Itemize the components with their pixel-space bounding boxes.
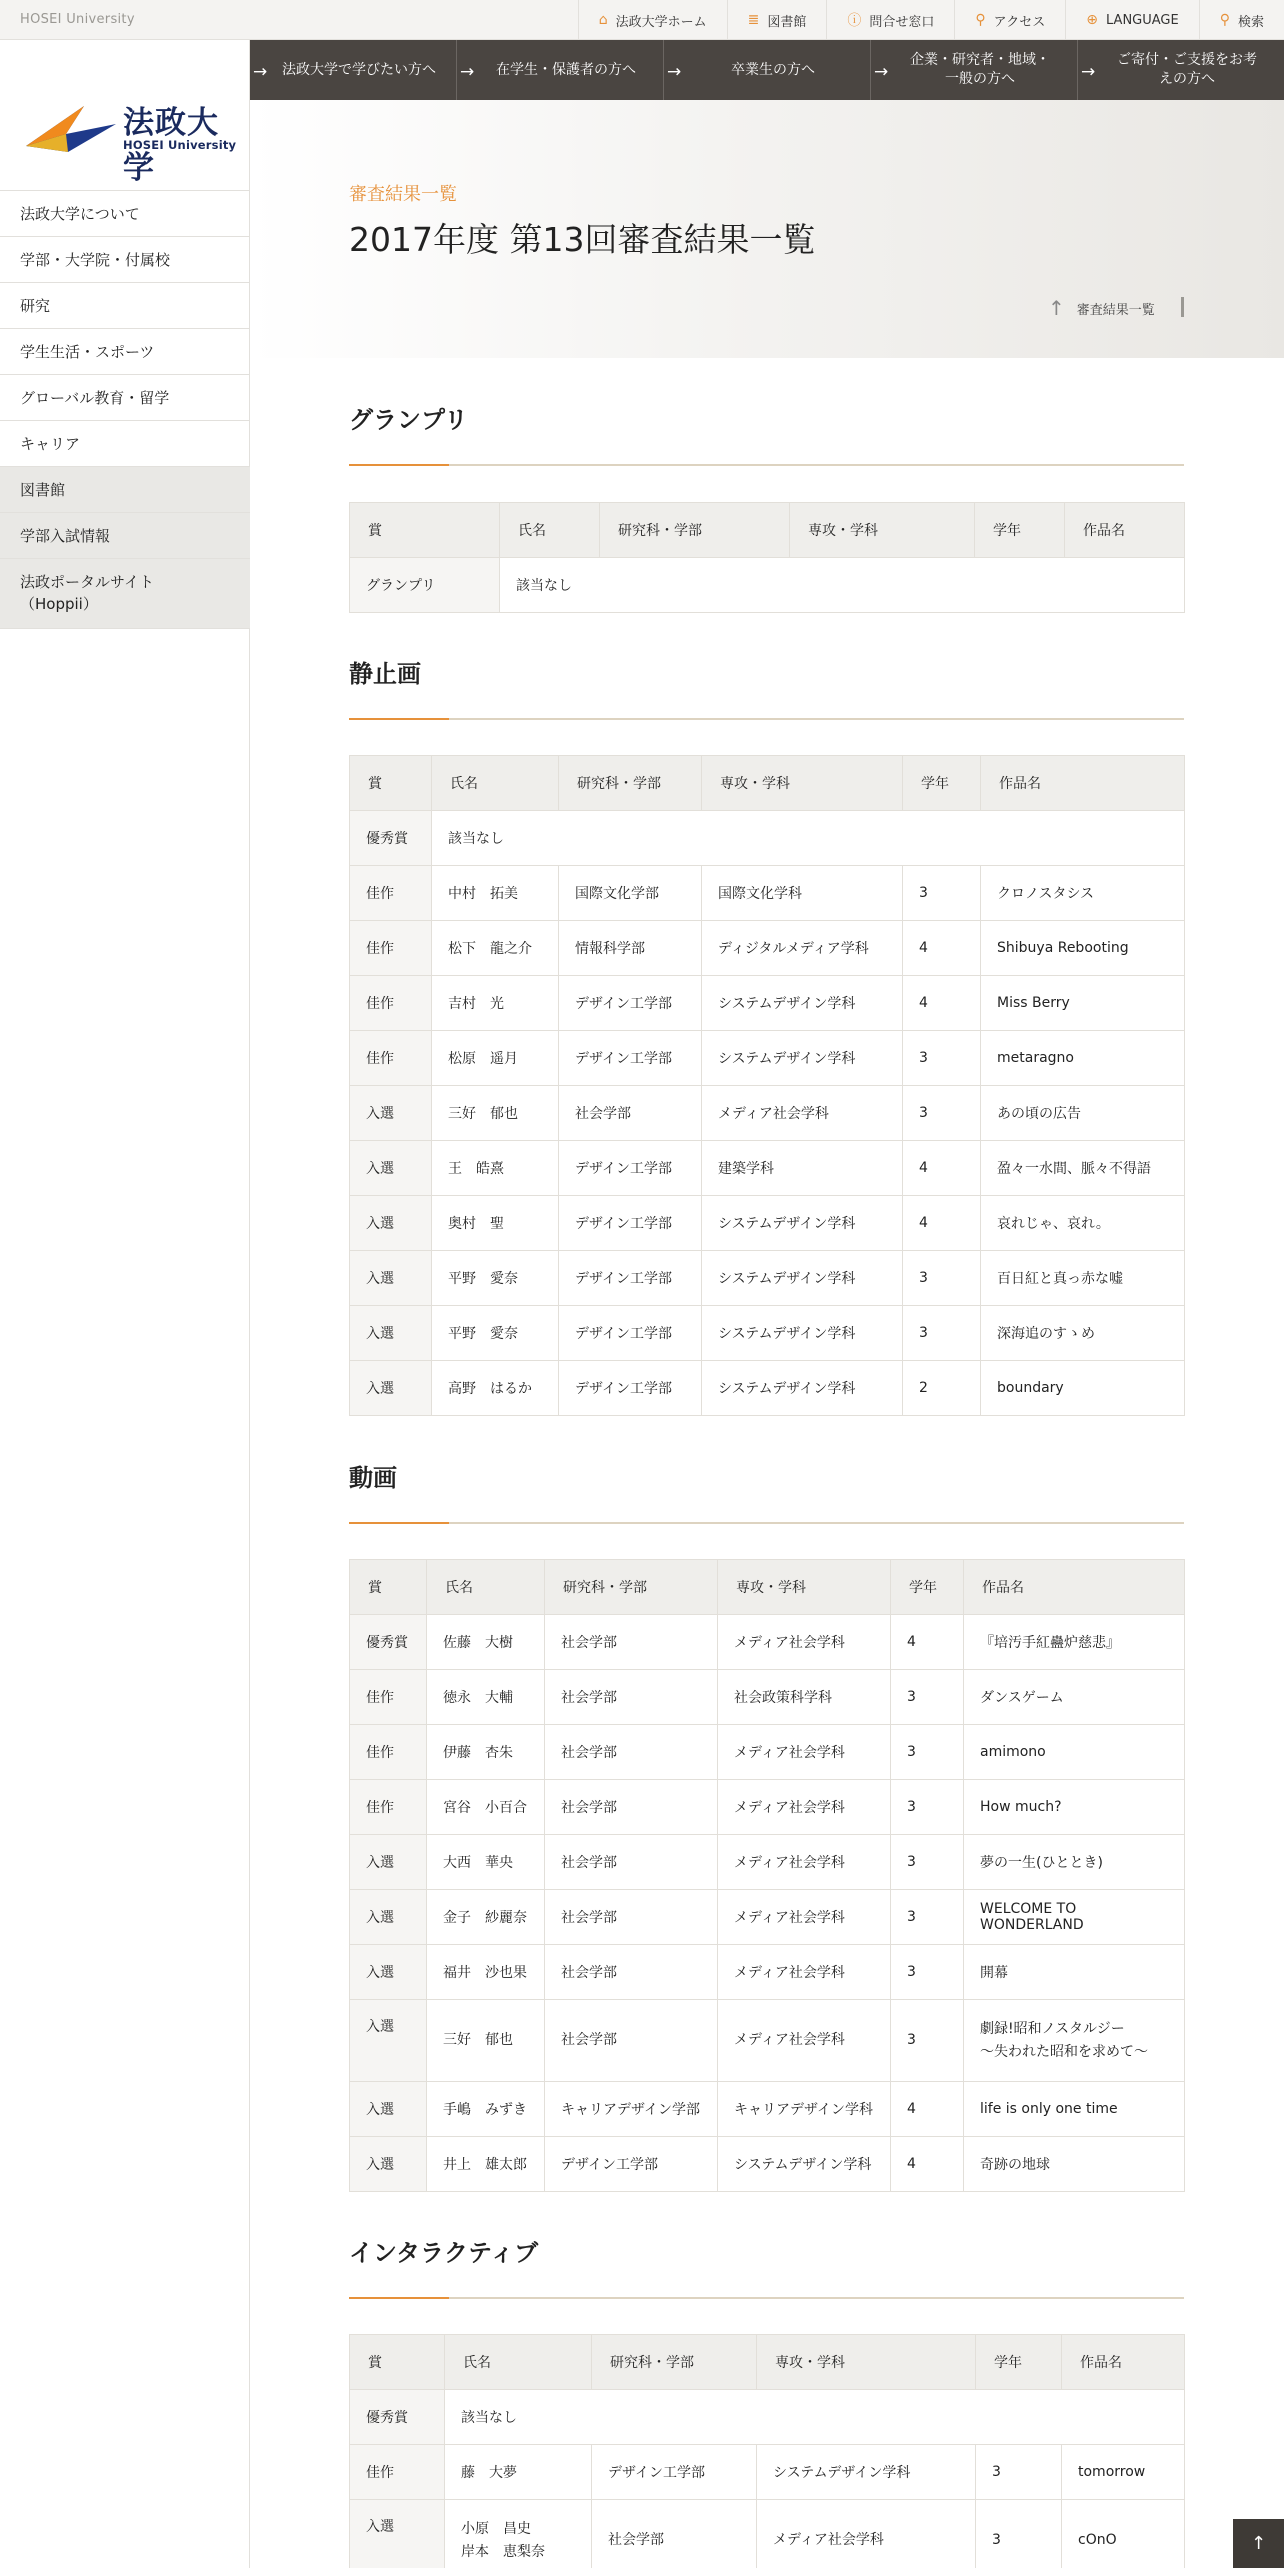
department-cell: メディア社会学科 <box>718 1835 891 1890</box>
department-cell: システムデザイン学科 <box>718 2137 891 2192</box>
arrow-right-icon: → <box>253 62 268 82</box>
faculty-cell: 社会学部 <box>545 2000 718 2082</box>
sidebar <box>0 40 250 2568</box>
work-cell: metaragno <box>981 1031 1185 1086</box>
language-link[interactable] <box>1065 0 1198 40</box>
department-cell: システムデザイン学科 <box>702 1306 903 1361</box>
table-row <box>350 811 1185 866</box>
name-cell: 宮谷 小百合 <box>427 1780 545 1835</box>
work-cell: cOnO <box>1062 2500 1185 2568</box>
col-year: 学年 <box>903 756 981 811</box>
table-row <box>350 1670 1185 1725</box>
sidebar-nav <box>0 190 250 629</box>
gnav-donation[interactable] <box>1078 40 1284 100</box>
table-header-row <box>350 503 1185 558</box>
arrow-up-icon: ↑ <box>1048 296 1065 320</box>
access-link-label: アクセス <box>993 14 1046 30</box>
work-cell: Shibuya Rebooting <box>981 921 1185 976</box>
sidebar-item-portal[interactable] <box>0 559 250 629</box>
year-cell: 4 <box>891 2137 964 2192</box>
name-cell: 藤 大夢 <box>445 2445 592 2500</box>
department-cell: ディジタルメディア学科 <box>702 921 903 976</box>
col-faculty: 研究科・学部 <box>600 503 790 558</box>
work-cell: amimono <box>964 1725 1185 1780</box>
year-cell: 3 <box>903 1086 981 1141</box>
col-award: 賞 <box>350 503 500 558</box>
sidebar-item-about[interactable]: 法政大学について <box>0 191 250 237</box>
page-top-button[interactable] <box>1233 2519 1284 2568</box>
work-cell: 盈々一水間、脈々不得語 <box>981 1141 1185 1196</box>
section-title-grandprix: グランプリ <box>349 406 469 434</box>
faculty-cell: デザイン工学部 <box>545 2137 718 2192</box>
faculty-cell: 社会学部 <box>545 1780 718 1835</box>
department-cell: メディア社会学科 <box>718 2000 891 2082</box>
faculty-cell: デザイン工学部 <box>559 1031 702 1086</box>
work-cell: 開幕 <box>964 1945 1185 2000</box>
year-cell: 2 <box>903 1361 981 1416</box>
year-cell: 4 <box>903 976 981 1031</box>
table-row <box>350 2500 1185 2568</box>
year-cell: 4 <box>903 1196 981 1251</box>
work-cell: Miss Berry <box>981 976 1185 1031</box>
table-row <box>350 1196 1185 1251</box>
department-cell: メディア社会学科 <box>718 1890 891 1945</box>
table-row <box>350 1945 1185 2000</box>
top-utility-bar <box>0 0 1284 40</box>
department-cell: 国際文化学科 <box>702 866 903 921</box>
sidebar-item-student-life[interactable]: 学生生活・スポーツ <box>0 329 250 375</box>
col-work: 作品名 <box>964 1560 1185 1615</box>
award-cell: 入選 <box>350 2137 427 2192</box>
name-cell: 徳永 大輔 <box>427 1670 545 1725</box>
faculty-cell: デザイン工学部 <box>559 1196 702 1251</box>
department-cell: メディア社会学科 <box>718 1725 891 1780</box>
table-row <box>350 976 1185 1031</box>
none-cell: 該当なし <box>432 811 1185 866</box>
col-year: 学年 <box>975 503 1065 558</box>
table-row <box>350 1615 1185 1670</box>
year-cell: 3 <box>891 1725 964 1780</box>
faculty-cell: 情報科学部 <box>559 921 702 976</box>
name-cell: 伊藤 杏朱 <box>427 1725 545 1780</box>
faculty-cell: 社会学部 <box>545 1890 718 1945</box>
work-cell: 百日紅と真っ赤な嘘 <box>981 1251 1185 1306</box>
col-faculty: 研究科・学部 <box>559 756 702 811</box>
table-row <box>350 1086 1185 1141</box>
table-row <box>350 2390 1185 2445</box>
work-cell: WELCOME TO WONDERLAND <box>964 1890 1185 1945</box>
faculty-cell: キャリアデザイン学部 <box>545 2082 718 2137</box>
department-cell: システムデザイン学科 <box>757 2445 976 2500</box>
col-award: 賞 <box>350 2335 445 2390</box>
work-cell: ダンスゲーム <box>964 1670 1185 1725</box>
year-cell: 3 <box>891 1670 964 1725</box>
gnav-current-label: 在学生・保護者の方へ <box>496 61 636 78</box>
department-cell: システムデザイン学科 <box>702 1361 903 1416</box>
name-cell: 福井 沙也果 <box>427 1945 545 2000</box>
name-cell: 奥村 聖 <box>432 1196 559 1251</box>
department-cell: メディア社会学科 <box>718 1945 891 2000</box>
faculty-cell: デザイン工学部 <box>559 1141 702 1196</box>
col-year: 学年 <box>891 1560 964 1615</box>
col-department: 専攻・学科 <box>702 756 903 811</box>
work-cell: life is only one time <box>964 2082 1185 2137</box>
name-cell: 吉村 光 <box>432 976 559 1031</box>
col-award: 賞 <box>350 1560 427 1615</box>
home-link-label: 法政大学ホーム <box>615 14 707 30</box>
gnav-prospective[interactable] <box>250 40 457 100</box>
home-link[interactable] <box>578 0 727 40</box>
gnav-corporate[interactable] <box>871 40 1078 100</box>
arrow-right-icon: → <box>1081 62 1096 82</box>
table-row <box>350 1890 1185 1945</box>
name-cell: 松原 遥月 <box>432 1031 559 1086</box>
none-cell: 該当なし <box>500 558 1185 613</box>
award-cell: 佳作 <box>350 1780 427 1835</box>
col-name: 氏名 <box>500 503 600 558</box>
year-cell: 3 <box>903 1031 981 1086</box>
utility-links <box>578 0 1284 40</box>
table-row <box>350 2082 1185 2137</box>
department-cell: システムデザイン学科 <box>702 1196 903 1251</box>
name-cell: 小原 昌史 岸本 恵梨奈 <box>445 2500 592 2568</box>
department-cell: システムデザイン学科 <box>702 1251 903 1306</box>
department-cell: メディア社会学科 <box>718 1615 891 1670</box>
col-work: 作品名 <box>981 756 1185 811</box>
col-award: 賞 <box>350 756 432 811</box>
table-row <box>350 1725 1185 1780</box>
award-cell: 入選 <box>350 2500 445 2568</box>
col-name: 氏名 <box>432 756 559 811</box>
sidebar-item-faculties[interactable]: 学部・大学院・付属校 <box>0 237 250 283</box>
name-cell: 三好 郁也 <box>432 1086 559 1141</box>
work-cell: 劇録!昭和ノスタルジー 〜失われた昭和を求めて〜 <box>964 2000 1185 2082</box>
work-cell: 深海追のすゝめ <box>981 1306 1185 1361</box>
table-header-row <box>350 756 1185 811</box>
name-cell: 高野 はるか <box>432 1361 559 1416</box>
faculty-cell: 社会学部 <box>545 1615 718 1670</box>
department-cell: キャリアデザイン学科 <box>718 2082 891 2137</box>
name-cell: 井上 雄太郎 <box>427 2137 545 2192</box>
col-name: 氏名 <box>445 2335 592 2390</box>
inquiry-link[interactable] <box>826 0 954 40</box>
faculty-cell: デザイン工学部 <box>559 1361 702 1416</box>
gnav-current[interactable] <box>457 40 664 100</box>
year-cell: 3 <box>976 2445 1062 2500</box>
breadcrumb: 審査結果一覧 <box>349 184 457 205</box>
table-row <box>350 1361 1185 1416</box>
arrow-right-icon: → <box>460 62 475 82</box>
year-cell: 4 <box>891 2082 964 2137</box>
col-faculty: 研究科・学部 <box>592 2335 757 2390</box>
year-cell: 4 <box>891 1615 964 1670</box>
table-row <box>350 2000 1185 2082</box>
sidebar-item-career[interactable]: キャリア <box>0 421 250 467</box>
year-cell: 3 <box>891 1945 964 2000</box>
award-cell: 佳作 <box>350 1670 427 1725</box>
section-divider <box>349 2297 1184 2299</box>
award-cell: 入選 <box>350 1086 432 1141</box>
arrow-right-icon: → <box>667 62 682 82</box>
still-table <box>349 755 1185 1416</box>
work-cell: How much? <box>964 1780 1185 1835</box>
year-cell: 3 <box>891 2000 964 2082</box>
inquiry-link-label: 問合せ窓口 <box>869 14 935 30</box>
name-cell: 松下 龍之介 <box>432 921 559 976</box>
faculty-cell: デザイン工学部 <box>592 2445 757 2500</box>
faculty-cell: デザイン工学部 <box>559 976 702 1031</box>
award-cell: 佳作 <box>350 921 432 976</box>
col-faculty: 研究科・学部 <box>545 1560 718 1615</box>
gnav-corporate-label: 企業・研究者・地域・ 一般の方へ <box>910 52 1050 87</box>
award-cell: 優秀賞 <box>350 811 432 866</box>
col-department: 専攻・学科 <box>790 503 975 558</box>
sidebar-item-global[interactable]: グローバル教育・留学 <box>0 375 250 421</box>
faculty-cell: 社会学部 <box>545 1835 718 1890</box>
year-cell: 4 <box>903 1141 981 1196</box>
department-cell: メディア社会学科 <box>718 1780 891 1835</box>
arrow-right-icon: → <box>874 62 889 82</box>
university-logo[interactable] <box>24 88 237 186</box>
back-link-divider <box>1181 297 1184 317</box>
col-year: 学年 <box>976 2335 1062 2390</box>
work-cell: boundary <box>981 1361 1185 1416</box>
name-cell: 大西 華央 <box>427 1835 545 1890</box>
name-cell: 平野 愛奈 <box>432 1251 559 1306</box>
sidebar-item-portal-label: 法政ポータルサイト （Hoppii） <box>20 572 154 613</box>
award-cell: 入選 <box>350 1945 427 2000</box>
name-cell: 平野 愛奈 <box>432 1306 559 1361</box>
gnav-prospective-label: 法政大学で学びたい方へ <box>282 61 436 78</box>
table-row <box>350 1251 1185 1306</box>
video-table <box>349 1559 1185 2192</box>
language-link-label: LANGUAGE <box>1106 12 1179 28</box>
logo-name-en: HOSEI University <box>123 138 237 152</box>
name-cell: 王 皓熹 <box>432 1141 559 1196</box>
department-cell: 建築学科 <box>702 1141 903 1196</box>
section-divider <box>349 1522 1184 1524</box>
faculty-cell: 社会学部 <box>592 2500 757 2568</box>
section-title-video: 動画 <box>349 1464 397 1492</box>
table-row <box>350 2445 1185 2500</box>
award-cell: 優秀賞 <box>350 2390 445 2445</box>
chevron-up-icon: ↑ <box>1250 2533 1267 2554</box>
work-cell: 夢の一生(ひととき) <box>964 1835 1185 1890</box>
award-cell: 佳作 <box>350 866 432 921</box>
table-row <box>350 1031 1185 1086</box>
section-title-interactive: インタラクティブ <box>349 2239 539 2267</box>
year-cell: 3 <box>891 1835 964 1890</box>
faculty-cell: 社会学部 <box>545 1945 718 2000</box>
table-row <box>350 2137 1185 2192</box>
year-cell: 3 <box>903 1306 981 1361</box>
library-link[interactable] <box>727 0 827 40</box>
library-link-label: 図書館 <box>767 14 807 30</box>
table-row <box>350 921 1185 976</box>
work-cell: あの頃の広告 <box>981 1086 1185 1141</box>
gnav-alumni-label: 卒業生の方へ <box>731 61 815 78</box>
global-nav <box>250 40 1284 100</box>
sidebar-item-admissions[interactable]: 学部入試情報 <box>0 513 250 559</box>
name-cell: 佐藤 大樹 <box>427 1615 545 1670</box>
none-cell: 該当なし <box>445 2390 1185 2445</box>
faculty-cell: デザイン工学部 <box>559 1306 702 1361</box>
name-cell: 三好 郁也 <box>427 2000 545 2082</box>
year-cell: 4 <box>903 921 981 976</box>
section-divider <box>349 464 1184 466</box>
name-cell: 手嶋 みずき <box>427 2082 545 2137</box>
work-cell: クロノスタシス <box>981 866 1185 921</box>
work-cell: 奇跡の地球 <box>964 2137 1185 2192</box>
section-divider <box>349 718 1184 720</box>
faculty-cell: デザイン工学部 <box>559 1251 702 1306</box>
table-header-row <box>350 2335 1185 2390</box>
grandprix-table <box>349 502 1185 613</box>
award-cell: 佳作 <box>350 2445 445 2500</box>
interactive-table <box>349 2334 1185 2568</box>
year-cell: 3 <box>891 1780 964 1835</box>
logo-mark-icon <box>24 100 120 156</box>
table-row <box>350 558 1185 613</box>
search-link-label: 検索 <box>1237 14 1264 30</box>
sidebar-item-research[interactable]: 研究 <box>0 283 250 329</box>
search-link[interactable] <box>1199 0 1284 40</box>
year-cell: 3 <box>903 866 981 921</box>
col-department: 専攻・学科 <box>757 2335 976 2390</box>
faculty-cell: 社会学部 <box>559 1086 702 1141</box>
access-icon: ⚲ <box>975 12 986 28</box>
year-cell: 3 <box>976 2500 1062 2568</box>
university-name-small: HOSEI University <box>20 12 135 27</box>
award-cell: 入選 <box>350 1835 427 1890</box>
table-row <box>350 1306 1185 1361</box>
award-cell: 佳作 <box>350 1725 427 1780</box>
department-cell: メディア社会学科 <box>702 1086 903 1141</box>
name-cell: 中村 拓美 <box>432 866 559 921</box>
gnav-alumni[interactable] <box>664 40 871 100</box>
table-row <box>350 1141 1185 1196</box>
back-to-list-label: 審査結果一覧 <box>1076 302 1155 318</box>
work-cell: 『培汚手紅蠱炉慈悲』 <box>964 1615 1185 1670</box>
table-row <box>350 1835 1185 1890</box>
year-cell: 3 <box>891 1890 964 1945</box>
award-cell: 優秀賞 <box>350 1615 427 1670</box>
table-row <box>350 866 1185 921</box>
award-cell: 佳作 <box>350 1031 432 1086</box>
award-cell: 入選 <box>350 1361 432 1416</box>
work-cell: tomorrow <box>1062 2445 1185 2500</box>
col-department: 専攻・学科 <box>718 1560 891 1615</box>
col-name: 氏名 <box>427 1560 545 1615</box>
access-link[interactable] <box>954 0 1065 40</box>
award-cell: 入選 <box>350 2000 427 2082</box>
award-cell: 入選 <box>350 1251 432 1306</box>
award-cell: 入選 <box>350 1890 427 1945</box>
logo-name-jp: 法政大学 <box>123 105 219 186</box>
faculty-cell: 社会学部 <box>545 1725 718 1780</box>
department-cell: メディア社会学科 <box>757 2500 976 2568</box>
col-work: 作品名 <box>1062 2335 1185 2390</box>
home-icon: ⌂ <box>598 12 608 28</box>
department-cell: システムデザイン学科 <box>702 1031 903 1086</box>
search-icon: ⚲ <box>1219 12 1230 28</box>
faculty-cell: 国際文化学部 <box>559 866 702 921</box>
award-cell: 入選 <box>350 1306 432 1361</box>
award-cell: 佳作 <box>350 976 432 1031</box>
globe-icon: ⊕ <box>1086 12 1099 28</box>
award-cell: 入選 <box>350 2082 427 2137</box>
back-to-list-link[interactable] <box>1048 296 1155 320</box>
inquiry-icon: ⓘ <box>847 13 862 29</box>
award-cell: 入選 <box>350 1196 432 1251</box>
work-cell: 哀れじゃ、哀れ。 <box>981 1196 1185 1251</box>
library-icon: ≣ <box>747 12 760 28</box>
page-title: 2017年度 第13回審査結果一覧 <box>349 220 816 259</box>
table-header-row <box>350 1560 1185 1615</box>
sidebar-item-library[interactable]: 図書館 <box>0 467 250 513</box>
year-cell: 3 <box>903 1251 981 1306</box>
department-cell: 社会政策科学科 <box>718 1670 891 1725</box>
gnav-donation-label: ご寄付・ご支援をお考 えの方へ <box>1117 52 1257 87</box>
table-row <box>350 1780 1185 1835</box>
department-cell: システムデザイン学科 <box>702 976 903 1031</box>
col-work: 作品名 <box>1065 503 1185 558</box>
section-title-still: 静止画 <box>349 660 421 688</box>
faculty-cell: 社会学部 <box>545 1670 718 1725</box>
award-cell: グランプリ <box>350 558 500 613</box>
award-cell: 入選 <box>350 1141 432 1196</box>
name-cell: 金子 紗麗奈 <box>427 1890 545 1945</box>
